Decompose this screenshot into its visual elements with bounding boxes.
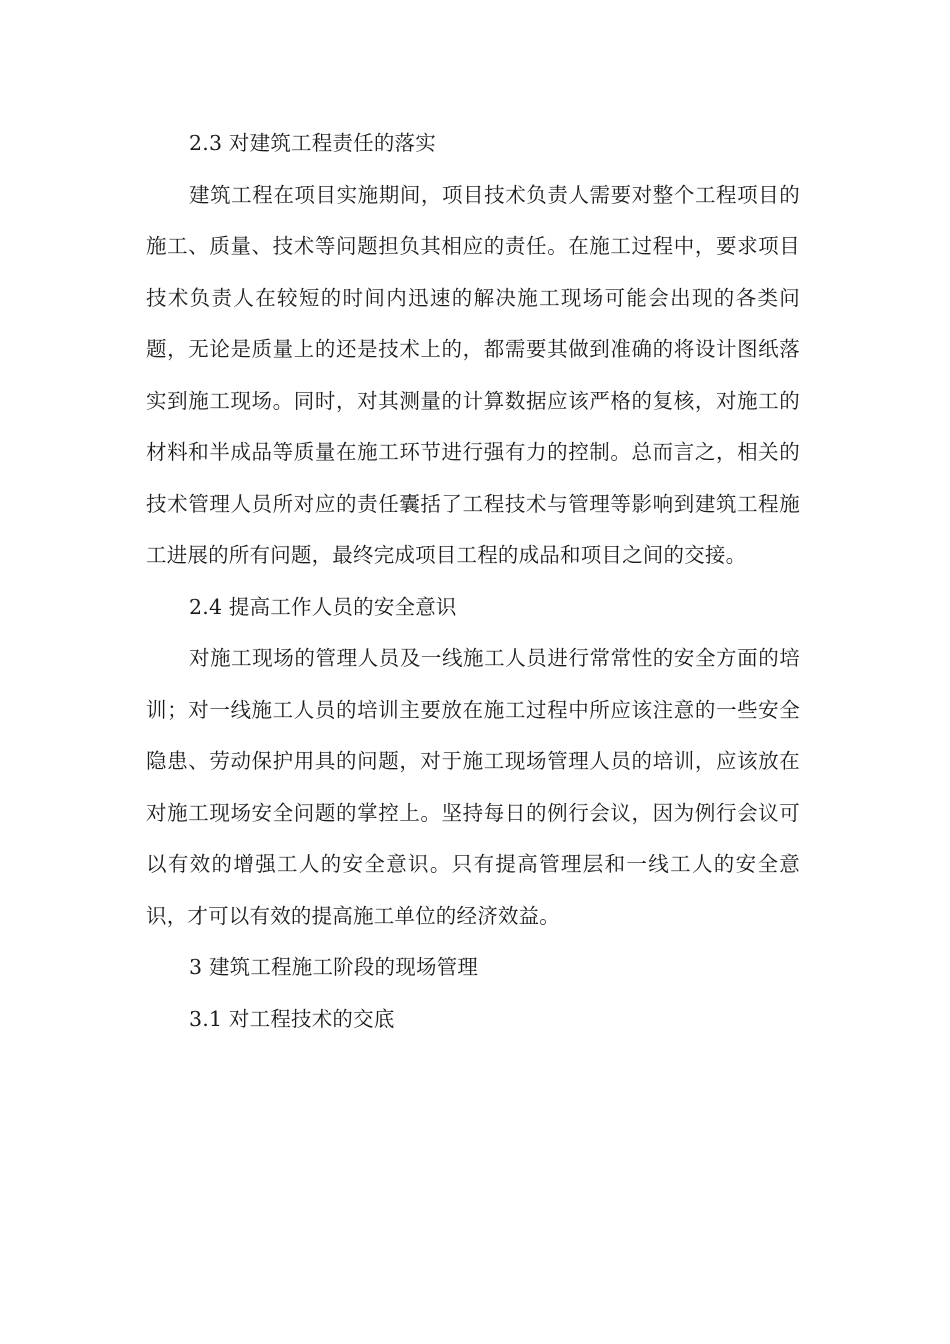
paragraph-responsibility: 建筑工程在项目实施期间，项目技术负责人需要对整个工程项目的施工、质量、技术等问题担负其相应的责任。在施工过程中，要求项目技术负责人在较短的时间内迅速的解决施工现场可能会出现的各类问题，无论是质量上的还是技术上的，都需要其做到准确的将设计图纸落实到施工现场。同时，对其测量的计算数据应该严格的复核，对施工的材料和半成品等质量在施工环节进行强有力的控制。总而言之，相关的技术管理人员所对应的责任囊括了工程技术与管理等影响到建筑工程施工进展的所有问题，最终完成项目工程的成品和项目之间的交接。 — [146, 182, 800, 567]
section-heading-2-3: 2.3 对建筑工程责任的落实 — [189, 131, 436, 155]
section-heading-3-1: 3.1 对工程技术的交底 — [189, 1006, 395, 1031]
section-heading-3: 3 建筑工程施工阶段的现场管理 — [189, 955, 479, 979]
section-heading-2-4: 2.4 提高工作人员的安全意识 — [189, 594, 457, 619]
document-body — [146, 118, 800, 1045]
paragraph-safety: 对施工现场的管理人员及一线施工人员进行常常性的安全方面的培训；对一线施工人员的培训主要放在施工过程中所应该注意的一些安全隐患、劳动保护用具的问题，对于施工现场管理人员的培训，应该放在对施工现场安全问题的掌控上。坚持每日的例行会议，因为例行会议可以有效的增强工人的安全意识。只有提高管理层和一线工人的安全意识，才可以有效的提高施工单位的经济效益。 — [146, 646, 800, 928]
